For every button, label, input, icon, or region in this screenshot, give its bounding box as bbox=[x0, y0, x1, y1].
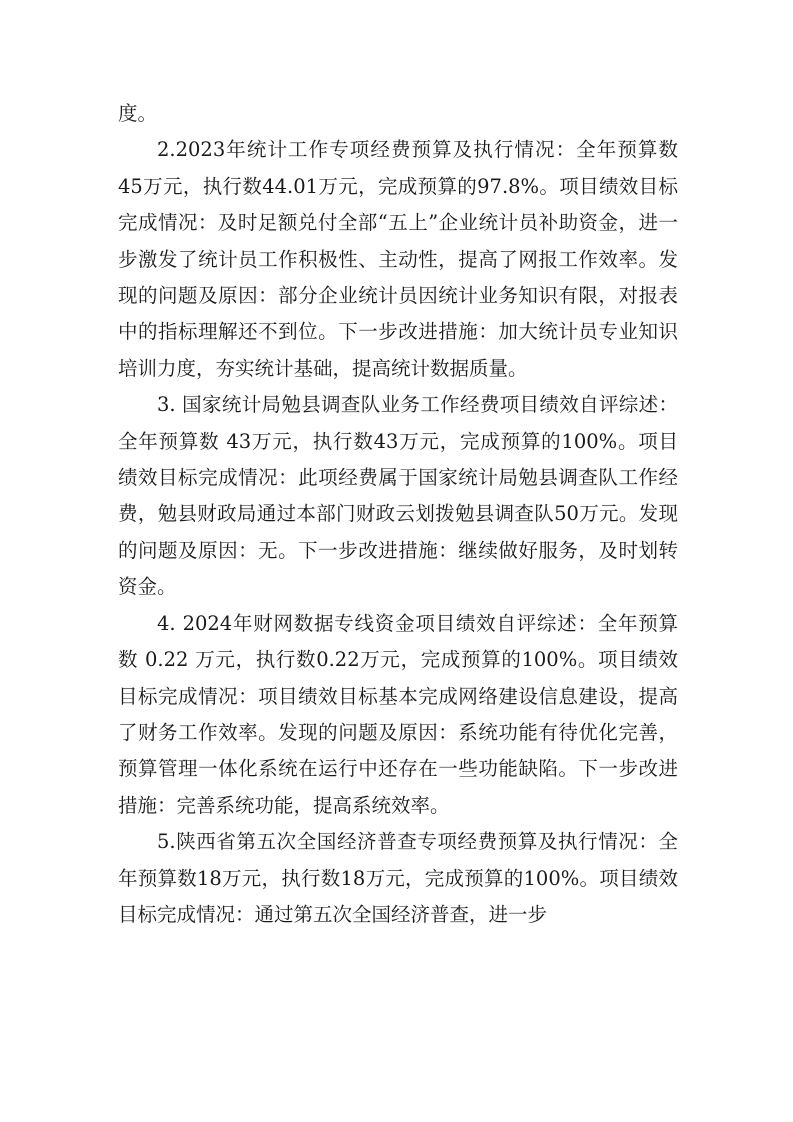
paragraph-item-3: 3. 国家统计局勉县调查队业务工作经费项目绩效自评综述：全年预算数 43万元，执行数43万元，完成预算的100%。项目绩效目标完成情况：此项经费属于国家统计局勉县调查队工作经费，勉县财政局通过本部门财政云划拨勉县调查队50万元。发现的问题及原因：无。下一步改进措施：继续做好服务，及时划转资金。 bbox=[118, 393, 678, 599]
paragraph-continuation: 度。 bbox=[118, 102, 158, 125]
paragraph-item-4: 4. 2024年财网数据专线资金项目绩效自评综述：全年预算数 0.22 万元，执行数0.22万元，完成预算的100%。项目绩效目标完成情况：项目绩效目标基本完成网络建设信息建设，提高了财务工作效率。发现的问题及原因：系统功能有待优化完善，预算管理一体化系统在运行中还存在一些功能缺陷。下一步改进措施：完善系统功能，提高系统效率。 bbox=[118, 611, 678, 817]
paragraph-item-5: 5.陕西省第五次全国经济普查专项经费预算及执行情况：全年预算数18万元，执行数18万元，完成预算的100%。项目绩效目标完成情况：通过第五次全国经济普查，进一步 bbox=[118, 830, 678, 926]
paragraph-item-2: 2.2023年统计工作专项经费预算及执行情况：全年预算数45万元，执行数44.01万元，完成预算的97.8%。项目绩效目标完成情况：及时足额兑付全部“五上”企业统计员补助资金，进一步激发了统计员工作积极性、主动性，提高了网报工作效率。发现的问题及原因：部分企业统计员因统计业务知识有限，对报表中的指标理解还不到位。下一步改进措施：加大统计员专业知识培训力度，夯实统计基础，提高统计数据质量。 bbox=[118, 138, 678, 380]
document-page bbox=[118, 96, 678, 933]
